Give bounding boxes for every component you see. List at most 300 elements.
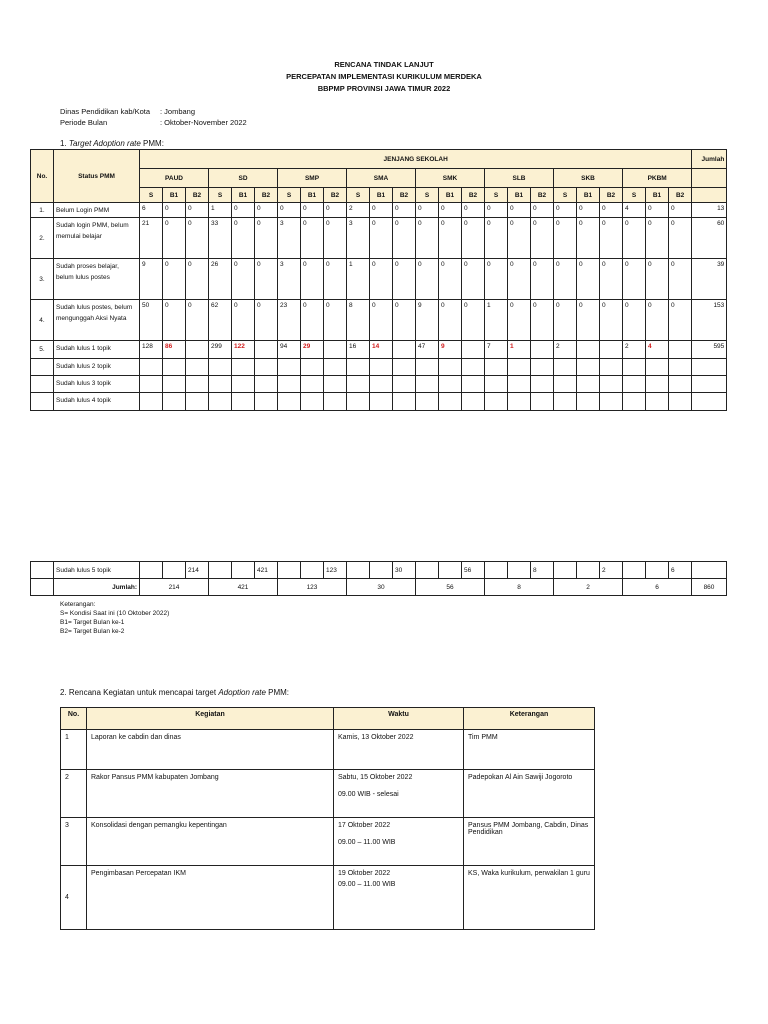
row-cell	[462, 341, 485, 359]
sub-header: B1	[301, 188, 324, 203]
row-cell: 0	[669, 300, 692, 341]
level-header-sd: SD	[209, 169, 278, 188]
row-cell: 0	[462, 259, 485, 300]
activity-kegiatan: Pengimbasan Percepatan IKM	[87, 866, 334, 930]
row-cell	[416, 376, 439, 393]
row-cell	[163, 359, 186, 376]
level-header-smp: SMP	[278, 169, 347, 188]
row-no	[31, 376, 54, 393]
row-cell	[393, 376, 416, 393]
table-row	[31, 341, 727, 359]
act-header-keterangan: Keterangan	[464, 708, 595, 730]
row-cell: 0	[531, 218, 554, 259]
row-cell: 0	[554, 300, 577, 341]
row-cell	[531, 376, 554, 393]
doc-title-line3: BBPMP PROVINSI JAWA TIMUR 2022	[317, 84, 451, 93]
activity-waktu: 17 Oktober 2022 09.00 – 11.00 WIB	[334, 818, 464, 866]
row-cell	[370, 393, 393, 411]
row-cell	[623, 359, 646, 376]
row-cell: 0	[186, 259, 209, 300]
row-cell: 0	[393, 203, 416, 218]
row-cell	[232, 376, 255, 393]
row-no	[31, 579, 54, 596]
row-cell: 0	[623, 218, 646, 259]
info-periode	[60, 118, 247, 127]
row-cell: 21	[140, 218, 163, 259]
row-cell	[255, 341, 278, 359]
total-cell: 214	[140, 579, 209, 596]
sub-header: S	[209, 188, 232, 203]
row-cell: 0	[669, 259, 692, 300]
row-cell: 0	[508, 259, 531, 300]
act-header-no: No.	[61, 708, 87, 730]
row-cell	[485, 359, 508, 376]
row-cell: 8	[347, 300, 370, 341]
row-cell: 30	[393, 562, 416, 579]
row-cell	[485, 562, 508, 579]
row-cell: 0	[439, 300, 462, 341]
act-header-kegiatan: Kegiatan	[87, 708, 334, 730]
row-cell: 0	[370, 203, 393, 218]
note-item: B2= Target Bulan ke-2	[60, 628, 125, 635]
row-cell	[577, 341, 600, 359]
doc-title-line2: PERCEPATAN IMPLEMENTASI KURIKULUM MERDEKA	[286, 72, 482, 81]
activity-waktu: Sabtu, 15 Oktober 2022 09.00 WIB - selesai	[334, 770, 464, 818]
row-status: Sudah lulus 5 topik	[54, 562, 140, 579]
row-cell	[324, 393, 347, 411]
row-cell: 0	[646, 218, 669, 259]
row-cell: 0	[646, 300, 669, 341]
row-cell: 0	[163, 218, 186, 259]
row-cell: 0	[646, 259, 669, 300]
row-cell: 0	[301, 203, 324, 218]
adoption-rate-table	[30, 149, 727, 411]
row-cell: 0	[301, 300, 324, 341]
activity-no: 4	[61, 866, 87, 930]
row-status: Sudah lulus 4 topik	[54, 393, 140, 411]
row-jumlah: 153	[692, 300, 727, 341]
info-dinas	[60, 107, 195, 116]
row-cell: 0	[255, 259, 278, 300]
sub-header: B2	[669, 188, 692, 203]
row-no: 4.	[31, 300, 54, 341]
row-cell	[439, 359, 462, 376]
row-cell	[577, 376, 600, 393]
sub-header: S	[623, 188, 646, 203]
row-cell	[278, 393, 301, 411]
row-cell: 0	[439, 259, 462, 300]
activity-kegiatan: Laporan ke cabdin dan dinas	[87, 730, 334, 770]
row-cell	[646, 393, 669, 411]
row-cell	[140, 393, 163, 411]
row-cell: 7	[485, 341, 508, 359]
level-header-skb: SKB	[554, 169, 623, 188]
row-no	[31, 359, 54, 376]
row-cell: 0	[232, 259, 255, 300]
row-cell	[163, 393, 186, 411]
table-row	[31, 203, 727, 218]
row-cell: 0	[232, 218, 255, 259]
row-cell: 9	[140, 259, 163, 300]
sub-header: S	[416, 188, 439, 203]
row-cell: 47	[416, 341, 439, 359]
note-item: B1= Target Bulan ke-1	[60, 619, 125, 626]
row-cell: 0	[485, 218, 508, 259]
row-cell: 0	[416, 218, 439, 259]
row-cell	[600, 376, 623, 393]
row-cell	[646, 376, 669, 393]
row-cell: 0	[531, 300, 554, 341]
sub-header: B2	[600, 188, 623, 203]
row-jumlah: 13	[692, 203, 727, 218]
row-no	[31, 562, 54, 579]
row-cell: 0	[554, 218, 577, 259]
row-cell: 0	[163, 300, 186, 341]
row-cell: 2	[600, 562, 623, 579]
row-cell	[140, 376, 163, 393]
table-row	[31, 376, 727, 393]
row-cell	[255, 359, 278, 376]
row-cell: 6	[669, 562, 692, 579]
row-jumlah	[692, 562, 727, 579]
row-status: Sudah proses belajar, belum lulus postes	[54, 259, 140, 300]
row-cell	[577, 393, 600, 411]
level-header-pkbm: PKBM	[623, 169, 692, 188]
row-cell	[600, 359, 623, 376]
row-cell	[554, 376, 577, 393]
row-cell	[140, 359, 163, 376]
sub-header: B1	[508, 188, 531, 203]
row-cell	[232, 393, 255, 411]
row-cell: 9	[416, 300, 439, 341]
row-cell	[508, 393, 531, 411]
sub-header: B2	[255, 188, 278, 203]
row-cell	[416, 393, 439, 411]
row-cell: 0	[370, 218, 393, 259]
activity-kegiatan: Konsolidasi dengan pemangku kepentingan	[87, 818, 334, 866]
notes-title: Keterangan:	[60, 601, 96, 608]
doc-title-line1: RENCANA TINDAK LANJUT	[334, 60, 434, 69]
row-cell	[347, 562, 370, 579]
sub-header-blank	[692, 188, 727, 203]
total-cell: 2	[554, 579, 623, 596]
row-cell: 0	[186, 218, 209, 259]
row-status: Sudah lulus 3 topik	[54, 376, 140, 393]
row-cell	[669, 359, 692, 376]
total-row	[31, 579, 727, 596]
row-cell: 0	[439, 218, 462, 259]
row-cell: 50	[140, 300, 163, 341]
level-header-sma: SMA	[347, 169, 416, 188]
header-jumlah: Jumlah	[692, 150, 727, 169]
row-cell	[301, 393, 324, 411]
row-cell: 0	[393, 259, 416, 300]
row-cell	[439, 393, 462, 411]
row-cell	[623, 562, 646, 579]
row-cell: 0	[255, 203, 278, 218]
row-cell: 6	[140, 203, 163, 218]
row-no: 1.	[31, 203, 54, 218]
row-cell	[278, 359, 301, 376]
row-cell	[324, 341, 347, 359]
row-cell	[370, 562, 393, 579]
row-cell: 3	[278, 218, 301, 259]
sub-header: B1	[163, 188, 186, 203]
row-cell	[232, 359, 255, 376]
activity-waktu: 19 Oktober 2022 09.00 – 11.00 WIB	[334, 866, 464, 930]
row-cell: 94	[278, 341, 301, 359]
total-label: Jumlah:	[54, 579, 140, 596]
row-cell	[439, 376, 462, 393]
activity-kegiatan: Rakor Pansus PMM kabupaten Jombang	[87, 770, 334, 818]
activity-keterangan: Pansus PMM Jombang, Cabdin, Dinas Pendidikan	[464, 818, 595, 866]
row-cell: 56	[462, 562, 485, 579]
sub-header: B2	[324, 188, 347, 203]
row-cell: 2	[347, 203, 370, 218]
row-cell: 0	[462, 218, 485, 259]
row-cell: 4	[646, 341, 669, 359]
row-cell	[393, 359, 416, 376]
row-cell: 0	[393, 300, 416, 341]
row-cell	[347, 359, 370, 376]
sub-header: S	[347, 188, 370, 203]
row-cell: 0	[324, 259, 347, 300]
row-no: 5.	[31, 341, 54, 359]
row-cell: 26	[209, 259, 232, 300]
row-jumlah	[692, 393, 727, 411]
row-cell: 0	[600, 218, 623, 259]
row-cell: 0	[600, 203, 623, 218]
row-cell: 0	[669, 218, 692, 259]
row-cell: 29	[301, 341, 324, 359]
sub-header: B1	[439, 188, 462, 203]
row-cell: 0	[554, 259, 577, 300]
sub-header: B2	[462, 188, 485, 203]
sub-header: S	[485, 188, 508, 203]
row-cell	[669, 393, 692, 411]
row-cell	[186, 393, 209, 411]
row-cell	[209, 359, 232, 376]
table-row	[31, 259, 727, 300]
row-cell: 0	[600, 259, 623, 300]
row-cell: 128	[140, 341, 163, 359]
row-cell: 1	[485, 300, 508, 341]
sub-header: B1	[232, 188, 255, 203]
row-jumlah: 60	[692, 218, 727, 259]
row-cell: 0	[324, 300, 347, 341]
activity-no: 3	[61, 818, 87, 866]
row-cell: 0	[600, 300, 623, 341]
row-cell	[554, 393, 577, 411]
total-cell: 30	[347, 579, 416, 596]
row-cell	[462, 393, 485, 411]
row-cell: 0	[669, 203, 692, 218]
total-cell: 6	[623, 579, 692, 596]
row-cell: 0	[577, 300, 600, 341]
row-cell	[416, 562, 439, 579]
activity-row	[61, 818, 595, 866]
row-cell: 0	[186, 203, 209, 218]
row-cell	[531, 341, 554, 359]
activities-table	[60, 707, 595, 930]
row-cell	[623, 393, 646, 411]
row-cell: 0	[508, 203, 531, 218]
row-cell: 0	[370, 300, 393, 341]
row-cell: 0	[531, 203, 554, 218]
row-cell: 0	[255, 218, 278, 259]
sub-header: B1	[646, 188, 669, 203]
total-cell: 123	[278, 579, 347, 596]
sub-header: B2	[186, 188, 209, 203]
row-cell	[163, 376, 186, 393]
row-cell: 0	[416, 259, 439, 300]
row-cell: 2	[623, 341, 646, 359]
row-cell	[140, 562, 163, 579]
row-cell	[577, 359, 600, 376]
row-cell	[347, 393, 370, 411]
activity-row	[61, 730, 595, 770]
row-cell	[416, 359, 439, 376]
adoption-rate-table-continued	[30, 561, 727, 596]
activity-no: 2	[61, 770, 87, 818]
row-cell: 0	[531, 259, 554, 300]
row-cell: 0	[186, 300, 209, 341]
row-cell	[370, 376, 393, 393]
row-cell	[370, 359, 393, 376]
row-cell	[255, 393, 278, 411]
row-cell	[347, 376, 370, 393]
row-cell: 23	[278, 300, 301, 341]
row-cell: 0	[646, 203, 669, 218]
table-row	[31, 359, 727, 376]
activity-no: 1	[61, 730, 87, 770]
row-cell	[485, 376, 508, 393]
header-no: No.	[31, 150, 54, 203]
header-jenjang: JENJANG SEKOLAH	[140, 150, 692, 169]
row-status: Sudah login PMM, belum memulai belajar	[54, 218, 140, 259]
level-header-blank	[692, 169, 727, 188]
row-cell: 33	[209, 218, 232, 259]
row-cell: 14	[370, 341, 393, 359]
row-no: 3.	[31, 259, 54, 300]
row-cell: 421	[255, 562, 278, 579]
row-cell	[186, 341, 209, 359]
row-cell	[324, 376, 347, 393]
row-cell	[278, 376, 301, 393]
sub-header: B1	[370, 188, 393, 203]
info-periode-value: : Oktober-November 2022	[160, 118, 247, 127]
section1-heading: 1. Target Adoption rate PMM:	[60, 139, 164, 148]
row-cell	[232, 562, 255, 579]
row-cell: 86	[163, 341, 186, 359]
row-cell: 0	[301, 259, 324, 300]
grand-total: 860	[692, 579, 727, 596]
notes-block	[60, 600, 169, 636]
row-cell	[186, 376, 209, 393]
row-cell: 0	[554, 203, 577, 218]
row-jumlah	[692, 359, 727, 376]
row-cell	[577, 562, 600, 579]
row-cell: 0	[163, 203, 186, 218]
level-header-smk: SMK	[416, 169, 485, 188]
row-cell	[209, 562, 232, 579]
row-cell	[669, 376, 692, 393]
row-cell: 0	[439, 203, 462, 218]
row-cell: 0	[462, 300, 485, 341]
row-cell: 1	[508, 341, 531, 359]
row-cell	[554, 562, 577, 579]
row-cell	[439, 562, 462, 579]
row-status: Sudah lulus postes, belum mengunggah Aksi Nyata	[54, 300, 140, 341]
row-cell: 0	[577, 218, 600, 259]
row-cell	[393, 393, 416, 411]
sub-header: S	[278, 188, 301, 203]
activity-row	[61, 866, 595, 930]
act-header-waktu: Waktu	[334, 708, 464, 730]
row-cell: 0	[508, 300, 531, 341]
row-cell: 214	[186, 562, 209, 579]
row-cell	[600, 393, 623, 411]
row-cell: 0	[623, 259, 646, 300]
row-cell: 3	[278, 259, 301, 300]
row-cell: 123	[324, 562, 347, 579]
row-cell	[186, 359, 209, 376]
row-cell	[646, 359, 669, 376]
row-cell	[462, 359, 485, 376]
table-row	[31, 300, 727, 341]
row-jumlah: 595	[692, 341, 727, 359]
row-cell	[209, 393, 232, 411]
row-cell	[301, 562, 324, 579]
info-dinas-value: : Jombang	[160, 107, 196, 116]
row-cell: 0	[324, 218, 347, 259]
row-cell: 9	[439, 341, 462, 359]
row-cell: 0	[278, 203, 301, 218]
row-status: Belum Login PMM	[54, 203, 140, 218]
row-cell	[301, 359, 324, 376]
note-item: S= Kondisi Saat ini (10 Oktober 2022)	[60, 610, 170, 617]
row-cell	[393, 341, 416, 359]
row-cell	[324, 359, 347, 376]
row-status: Sudah lulus 1 topik	[54, 341, 140, 359]
row-cell: 122	[232, 341, 255, 359]
section2-heading: 2. Rencana Kegiatan untuk mencapai target Adoption rate PMM:	[60, 688, 290, 697]
header-status: Status PMM	[54, 150, 140, 203]
info-dinas-label: Dinas Pendidikan kab/Kota	[60, 107, 151, 116]
row-cell	[554, 359, 577, 376]
sub-header: B1	[577, 188, 600, 203]
row-cell: 0	[485, 203, 508, 218]
table-row	[31, 218, 727, 259]
row-cell	[163, 562, 186, 579]
row-cell: 0	[370, 259, 393, 300]
row-cell	[669, 341, 692, 359]
row-cell	[508, 359, 531, 376]
info-periode-label: Periode Bulan	[60, 118, 108, 127]
row-no	[31, 393, 54, 411]
row-cell	[462, 376, 485, 393]
row-cell: 62	[209, 300, 232, 341]
row-cell: 0	[255, 300, 278, 341]
row-cell	[623, 376, 646, 393]
row-cell	[646, 562, 669, 579]
row-cell: 2	[554, 341, 577, 359]
row-cell	[508, 562, 531, 579]
row-status: Sudah lulus 2 topik	[54, 359, 140, 376]
activity-keterangan: Padepokan Al Ain Sawiji Jogoroto	[464, 770, 595, 818]
sub-header: B2	[393, 188, 416, 203]
sub-header: S	[140, 188, 163, 203]
